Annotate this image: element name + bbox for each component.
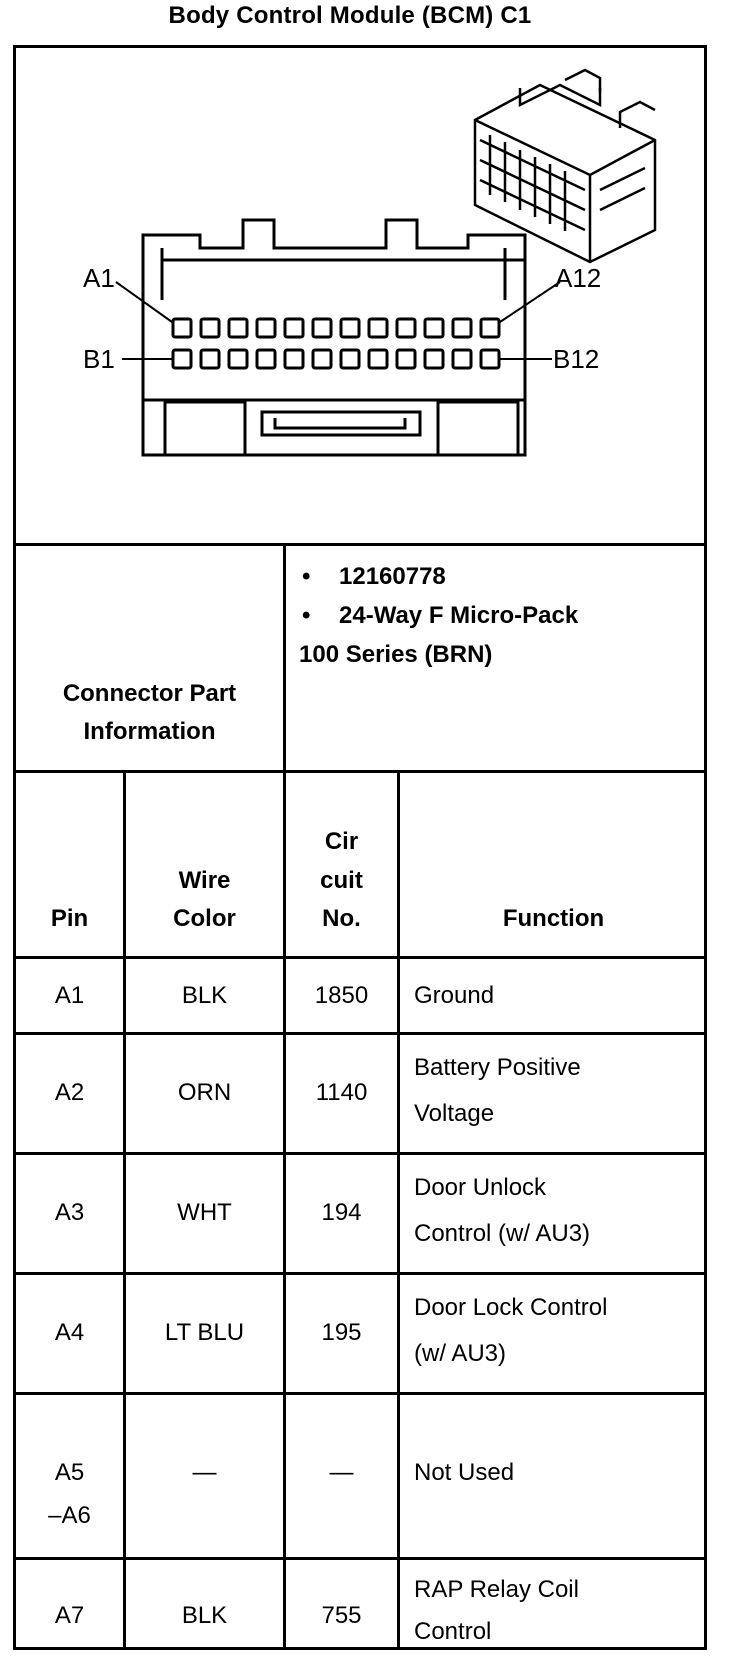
pin-label-a12: A12	[555, 263, 602, 293]
row-3-pin: A3	[54, 1199, 85, 1226]
pin-label-b12: B12	[553, 344, 600, 374]
row-5-color: —	[192, 1459, 217, 1486]
pin-label-a1: A1	[83, 263, 115, 293]
row-6-function-line1: RAP Relay Coil	[414, 1576, 579, 1603]
divider-row-4	[13, 1392, 707, 1395]
row-1-circuit: 1850	[314, 982, 369, 1009]
header-pin: Pin	[50, 905, 89, 932]
row-5-pin-range: –A6	[48, 1502, 91, 1529]
row-2-color: ORN	[177, 1079, 232, 1106]
divider-info	[13, 770, 707, 773]
connector-isometric-view	[475, 70, 655, 262]
row-4-function-line2: (w/ AU3)	[414, 1340, 507, 1367]
row-2-pin: A2	[54, 1079, 85, 1106]
row-4-pin: A4	[54, 1319, 85, 1346]
row-5-function: Not Used	[414, 1459, 515, 1486]
header-wire-line2: Color	[173, 905, 236, 932]
row-6-circuit: 755	[321, 1602, 362, 1629]
connector-diagram	[0, 0, 736, 560]
divider-row-5	[13, 1557, 707, 1560]
header-wire-line1: Wire	[178, 867, 231, 894]
row-3-function-line1: Door Unlock	[414, 1174, 547, 1201]
header-circuit-line2: cuit	[320, 867, 363, 894]
pin-cavities-row-b	[173, 350, 499, 368]
row-2-function-line2: Voltage	[414, 1100, 495, 1127]
header-circuit-line3: No.	[322, 905, 361, 932]
page-title: Body Control Module (BCM) C1	[168, 2, 532, 29]
bullet-icon: •	[302, 563, 311, 590]
divider-row-3	[13, 1272, 707, 1275]
row-6-color: BLK	[181, 1602, 228, 1629]
row-5-circuit: —	[329, 1459, 354, 1486]
row-4-color: LT BLU	[164, 1319, 245, 1346]
row-4-circuit: 195	[321, 1319, 362, 1346]
connector-type: 24-Way F Micro-Pack	[339, 602, 579, 629]
pin-cavities-row-a	[173, 319, 499, 337]
divider-row-1	[13, 1032, 707, 1035]
row-1-pin: A1	[54, 982, 85, 1009]
connector-info-label-line2: Information	[83, 718, 216, 745]
connector-series: 100 Series (BRN)	[299, 641, 493, 668]
header-function: Function	[502, 905, 605, 932]
part-number: 12160778	[339, 563, 446, 590]
row-5-pin: A5	[54, 1459, 85, 1486]
row-3-circuit: 194	[321, 1199, 362, 1226]
pin-label-b1: B1	[83, 344, 115, 374]
row-1-color: BLK	[181, 982, 228, 1009]
connector-info-label-line1: Connector Part	[62, 680, 237, 707]
row-4-function-line1: Door Lock Control	[414, 1294, 608, 1321]
divider-diagram	[13, 543, 707, 546]
row-3-color: WHT	[177, 1199, 232, 1226]
row-2-function-line1: Battery Positive	[414, 1054, 581, 1081]
row-3-function-line2: Control (w/ AU3)	[414, 1220, 591, 1247]
divider-header	[13, 956, 707, 959]
header-circuit-line1: Cir	[324, 828, 359, 855]
row-1-function: Ground	[414, 982, 495, 1009]
divider-row-2	[13, 1152, 707, 1155]
row-6-function-line2: Control	[414, 1618, 492, 1645]
row-6-pin: A7	[54, 1602, 85, 1629]
bullet-icon: •	[302, 602, 311, 629]
row-2-circuit: 1140	[315, 1079, 368, 1106]
